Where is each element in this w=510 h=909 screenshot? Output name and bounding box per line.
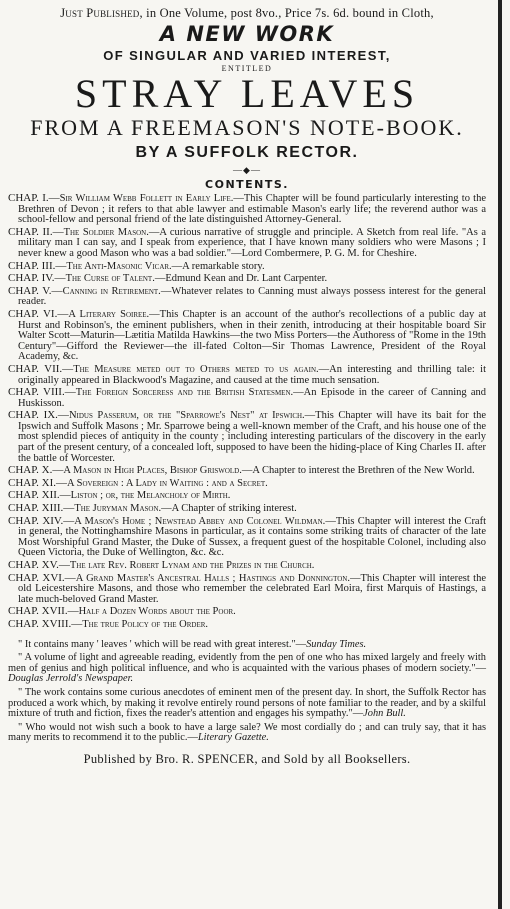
chapter-title: The true Policy of the Order. [82,618,209,630]
chapter-number: CHAP. XIV.— [8,514,75,527]
chapter-description: —An interesting and thrilling tale: it originally appeared in Blackwood's Magazine, and caused at the time much sensation. [18,363,486,386]
chapter-description: —This Chapter will interest the old Leicestershire Masons, and those who remember the celebrated Earl Moira, first Marquis of Hastings, a late much-beloved Grand Master. [18,572,486,605]
chapter-list [8,193,486,631]
chapter-number: CHAP. VII.— [8,362,74,375]
review-text: " The work contains some curious anecdotes of eminent men of the present day. In short, the Suffolk Rector has produced a work which, by making it revolve entirely round persons of note familiar to the reader, and by a skilful mixture of truth and fiction, fixes the reader's attention and engages his sympathy."— [8,686,486,720]
chapter-number: CHAP. VIII.— [8,386,76,399]
chapter-number: CHAP. XVII.— [8,605,79,618]
chapter-entry [8,273,486,285]
chapter-title: Sir William Webb Follett in Early Life. [59,193,234,204]
chapter-number: CHAP. I.— [8,192,60,204]
chapter-description: —Edmund Kean and Dr. Lant Carpenter. [154,273,328,285]
chapter-description: —This Chapter will be found particularly interesting to the Brethren of Devon ; it refers to that able lawyer and estimable Mason's early life; the reverend author was a school-fellow and personal friend of the late distinguished Attorney-General. [18,193,486,226]
chapter-entry [8,410,486,464]
chapter-entry [8,606,486,618]
chapter-title: The late Rev. Robert Lynam and the Prizes in the Church. [69,560,315,571]
chapter-title: The Foreign Sorceress and the British Statesmen. [75,387,294,399]
chapter-entry [8,573,486,606]
chapter-entry [8,193,486,226]
chapter-number: CHAP. XIII.— [8,502,75,515]
chapter-entry [8,516,486,559]
chapter-title: The Measure meted out to Others meted to us again. [73,363,319,375]
chapter-title: A Sovereign : A Lady in Waiting : and a Secret. [66,477,268,489]
chapter-description: —A Chapter of striking interest. [161,503,297,515]
publisher-footer: Published by Bro. R. SPENCER, and Sold by all Booksellers. [83,751,411,766]
chapter-entry [8,478,486,490]
chapter-title: The Juryman Mason. [74,503,162,515]
chapter-description: —This Chapter will interest the Craft in general, the Nottinghamshire Masons in particular, as it contains some striking traits of character of the late Most Worshipful Grand Master, the Duke of Sussex, a frequent guest of the hospitable Colonel, including also Queen Victoria, the Duke of Wellington, &c. &c. [18,515,487,559]
review-text: " Who would not wish such a book to have a large sale? We most cordially do ; and can truly say, that it has many merits to recommend it to the public.— [8,721,486,744]
publication-notice [8,0,486,21]
chapter-description: —An Episode in the career of Canning and Huskisson. [18,387,487,409]
chapter-description: —A remarkable story. [171,260,265,272]
chapter-description: —This Chapter is an account of the author's recollections of a public day at Hurst and Robinson's, the eminent publishers, when in their zenith, introducing at their hospitable board Sir Walter Scott—Maturin—Lætitia Matilda Hawkins—the two Miss Porters—the Authoress of "Rome in the 19th Century"—Gifford the Reviewer—the ill-fated Colton—Sir Thomas Lawrence, President of the Royal Academy, &c. [18,308,486,363]
chapter-entry [8,503,486,515]
chapter-entry [8,387,486,409]
chapter-title: The Anti-Masonic Vicar. [66,260,172,272]
review-source: Douglas Jerrold's Newspaper. [8,673,134,685]
chapter-title: Half a Dozen Words about the Poor. [78,606,236,618]
chapter-title: A Mason's Home ; Newstead Abbey and Colonel Wildman. [74,515,326,527]
chapter-title: The Soldier Mason. [63,226,149,238]
chapter-entry [8,465,486,477]
chapter-number: CHAP. III.— [8,259,67,272]
chapter-number: CHAP. XII.— [8,489,71,502]
chapter-entry [8,309,486,363]
interest-line: OF SINGULAR AND VARIED INTEREST, [103,48,391,63]
publication-notice-prefix: Just Published, [60,6,143,20]
chapter-number: CHAP. IX.— [8,409,69,422]
chapter-number: CHAP. XVI.— [8,571,76,584]
chapter-entry [8,227,486,260]
author-line: BY A SUFFOLK RECTOR. [135,144,359,161]
chapter-title: A Grand Master's Ancestral Halls ; Hastings and Donnington. [75,572,350,584]
contents-heading: CONTENTS. [205,178,289,191]
review-quote [8,640,486,651]
chapter-title: Nidus Passerum, or the "Sparrowe's Nest" at Ipswich. [68,410,305,422]
review-source: Literary Gazette. [197,732,269,744]
chapter-number: CHAP. XVIII.— [8,617,83,630]
publication-notice-rest: in One Volume, post 8vo., Price 7s. 6d. bound in Cloth, [146,6,434,20]
book-title-main: STRAY LEAVES [74,71,420,116]
chapter-entry [8,560,486,572]
right-edge-rule [498,0,502,909]
chapter-entry [8,286,486,308]
chapter-entry [8,364,486,386]
chapter-entry [8,619,486,631]
book-title-sub: FROM A FREEMASON'S NOTE-BOOK. [30,115,464,140]
chapter-entry [8,490,486,502]
chapter-description: —Whatever relates to Canning must always possess interest for the general reader. [18,285,487,308]
chapter-number: CHAP. XV.— [8,559,70,571]
chapter-title: Canning in Retirement. [62,285,161,297]
review-quotes [8,640,486,744]
chapter-number: CHAP. IV.— [8,272,66,285]
ornament-divider: —◆— [233,165,261,175]
chapter-number: CHAP. V.— [8,284,63,297]
review-quote [8,653,486,685]
review-source: John Bull. [363,708,406,720]
chapter-number: CHAP. X.— [8,464,64,477]
chapter-entry [8,261,486,273]
chapter-number: CHAP. II.— [8,225,64,238]
chapter-description: —A curious narrative of struggle and principle. A Sketch from real life. "As a military man I can say, and I speak from experience, that I have known many soldiers who were Masons ; I never knew a good Mason who was a bad soldier."—Lord Combermere, P. G. M. for Cheshire. [18,226,486,259]
chapter-title: A Literary Soiree. [68,308,150,320]
chapter-title: A Mason in High Places, Bishop Griswold. [63,465,242,477]
review-quote [8,688,486,720]
review-text: " It contains many ' leaves ' which will be read with great interest."— [18,638,307,650]
review-text: " A volume of light and agreeable reading, evidently from the pen of one who has mixed largely and freely with men of genius and high political influence, and who is acquainted with the various phases of modern society."— [8,652,486,674]
review-quote [8,723,486,744]
chapter-description: —A Chapter to interest the Brethren of the New World. [241,465,475,477]
new-work-heading: A NEW WORK [159,22,335,46]
chapter-title: Liston ; or, the Melancholy of Mirth. [70,490,231,502]
review-source: Sunday Times. [306,638,367,650]
chapter-title: The Curse of Talent. [65,273,155,285]
chapter-description: —This Chapter will have its bait for the Ipswich and Suffolk Masons ; Mr. Sparrowe being a well-known member of the Craft, and his house one of the most splendid pieces of antiquity in the county ; including interesting particulars of the discovery in the early part of the present century, of a concealed loft, supposed to have been the hiding-place of King Charles II. after the battle of Worcester. [18,410,486,464]
chapter-number: CHAP. XI.— [8,476,67,489]
chapter-number: CHAP. VI.— [8,307,69,320]
entitled-line: ENTITLED [221,64,273,73]
